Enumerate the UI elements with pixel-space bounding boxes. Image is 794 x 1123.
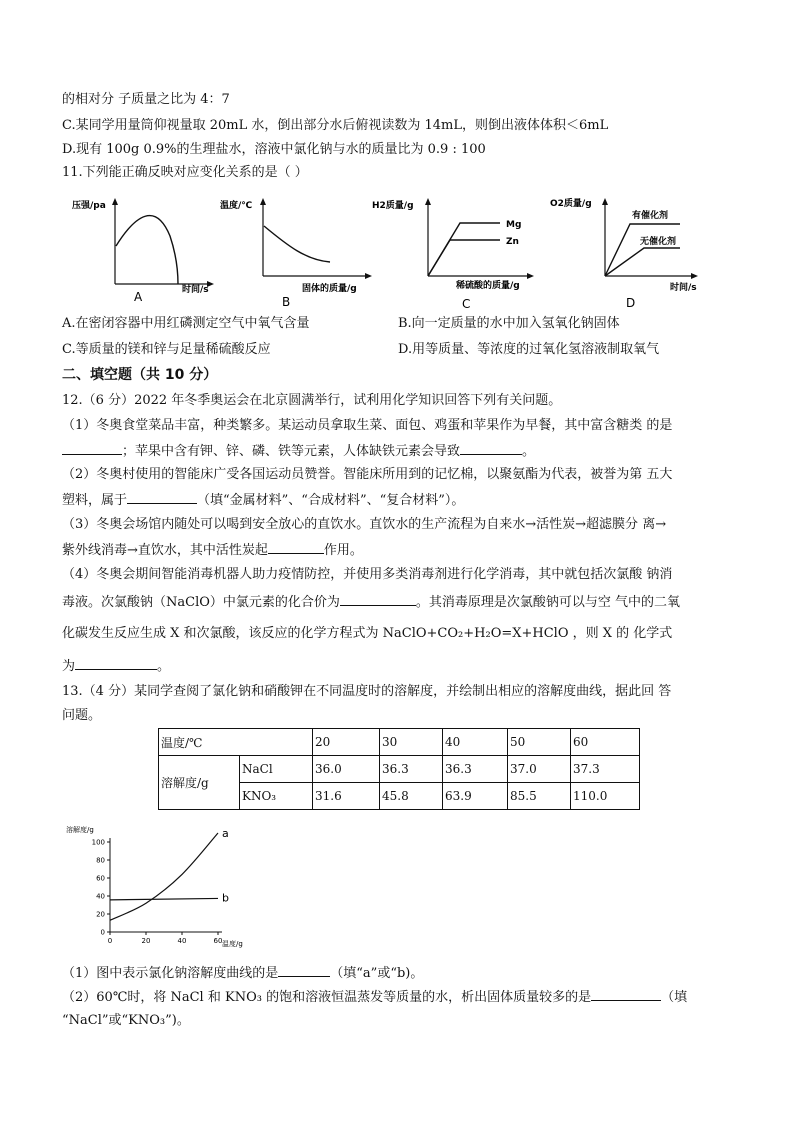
q12-part2-text: 塑料，属于 xyxy=(62,493,128,508)
q12-part2-end: （填“金属材料”、“合成材料”、“复合材料”）。 xyxy=(197,493,465,508)
table-cell: 60 xyxy=(571,729,640,756)
q12-part3: （3）冬奥会场馆内随处可以喝到安全放心的直饮水。直饮水的生产流程为自来水→活性炭→超滤膜分 离→ xyxy=(62,517,667,532)
q13-sub1-end: （填“a”或“b)。 xyxy=(330,966,424,981)
table-cell: 63.9 xyxy=(443,783,508,810)
answer-blank[interactable] xyxy=(62,443,122,455)
text-line: 的相对分 子质量之比为 4：7 xyxy=(62,92,230,107)
table-cell: 36.3 xyxy=(380,756,443,783)
q12-part4-line4 xyxy=(62,658,170,675)
chart-ylabel: 溶解度/g xyxy=(66,826,94,834)
q13-sub2 xyxy=(62,989,687,1006)
table-cell: 37.3 xyxy=(571,756,640,783)
graph-d-letter: D xyxy=(626,296,636,310)
q12-part4-text2: 。其消毒原理是次氯酸钠可以与空 气中的二氧 xyxy=(415,595,681,610)
q12-part1: （1）冬奥食堂菜品丰富，种类繁多。某运动员拿取生菜、面包、鸡蛋和苹果作为早餐，其中富含糖类 的是 xyxy=(62,418,673,433)
option-c: C.等质量的镁和锌与足量稀硫酸反应 xyxy=(62,342,271,357)
table-cell: 37.0 xyxy=(508,756,571,783)
chart-y-tick-label: 80 xyxy=(96,856,105,865)
solubility-chart xyxy=(62,822,262,952)
graph-c-letter: C xyxy=(462,297,471,311)
q12-part4: （4）冬奥会期间智能消毒机器人助力疫情防控，并使用多类消毒剂进行化学消毒，其中就包括次氯酸 钠消 xyxy=(62,567,673,582)
chart-x-tick-label: 40 xyxy=(177,937,187,945)
q12-part3-line2 xyxy=(62,542,363,559)
q12-part1-end: 。 xyxy=(522,444,536,459)
chart-x-tick-label: 20 xyxy=(141,937,151,945)
q13-sub1-text: （1）图中表示氯化钠溶解度曲线的是 xyxy=(62,966,279,981)
answer-blank[interactable] xyxy=(75,658,157,670)
graph-d-xlabel: 时间/s xyxy=(670,283,697,293)
q12-part4-line3: 化碳发生反应生成 X 和次氯酸，该反应的化学方程式为 NaClO+CO₂+H₂O=X+HClO ，则 X 的 化学式 xyxy=(62,626,673,641)
graph-c-zn-label: Zn xyxy=(506,237,519,247)
graph-c xyxy=(372,196,542,312)
chart-y-tick-label: 40 xyxy=(96,892,105,901)
graph-d-no-catalyst-label: 无催化剂 xyxy=(640,237,677,247)
table-cell: 50 xyxy=(508,729,571,756)
q13-sub2-text2: （填 xyxy=(661,990,688,1005)
q13-sub1 xyxy=(62,965,423,982)
answer-blank[interactable] xyxy=(460,443,522,455)
option-d-text: D.现有 100g 0.9%的生理盐水，溶液中氯化钠与水的质量比为 0.9 : 100 xyxy=(62,142,486,157)
graph-b-ylabel: 温度/℃ xyxy=(220,201,253,211)
graph-d-ylabel: O2质量/g xyxy=(550,199,592,209)
option-d: D.用等质量、等浓度的过氧化氢溶液制取氧气 xyxy=(398,342,660,357)
table-cell: 85.5 xyxy=(508,783,571,810)
series-b-label: b xyxy=(222,891,229,905)
q12-part2: （2）冬奥村使用的智能床广受各国运动员赞誉。智能床所用到的记忆棉，以聚氨酯为代表，被誉为第 五大 xyxy=(62,467,673,482)
q12-part3-end: 作用。 xyxy=(323,543,363,558)
graph-a-xlabel: 时间/s xyxy=(182,285,209,295)
chart-y-tick-label: 0 xyxy=(100,928,105,937)
table-cell: 30 xyxy=(380,729,443,756)
answer-blank[interactable] xyxy=(127,492,197,504)
q12-part3-text: 紫外线消毒→直饮水，其中活性炭起 xyxy=(62,543,268,558)
q12-part4-prefix: 为 xyxy=(62,659,76,674)
q12-part1-text: ；苹果中含有钾、锌、磷、铁等元素，人体缺铁元素会导致 xyxy=(122,444,461,459)
table-cell: 36.3 xyxy=(443,756,508,783)
graph-c-mg-label: Mg xyxy=(506,220,522,230)
table-cell: 40 xyxy=(443,729,508,756)
graph-a-letter: A xyxy=(134,290,143,304)
table-cell: 溶解度/g xyxy=(159,756,240,810)
option-c-text: C.某同学用量筒仰视量取 20mL 水，倒出部分水后俯视读数为 14mL，则倒出液体体积＜6mL xyxy=(62,118,609,133)
table-row xyxy=(159,729,640,756)
question-11: 11.下列能正确反映对应变化关系的是（ ） xyxy=(62,165,308,180)
option-b: B.向一定质量的水中加入氢氧化钠固体 xyxy=(398,316,620,331)
chart-y-tick-label: 100 xyxy=(91,838,105,847)
answer-blank[interactable] xyxy=(340,594,416,606)
q13-sub2-line2: “NaCl”或“KNO₃”)。 xyxy=(62,1013,190,1028)
option-a: A.在密闭容器中用红磷测定空气中氧气含量 xyxy=(62,316,310,331)
table-cell: KNO₃ xyxy=(240,783,313,810)
q12-part4-text: 毒液。次氯酸钠（NaClO）中氯元素的化合价为 xyxy=(62,595,340,610)
q12-part4-end: 。 xyxy=(157,659,171,674)
graph-d-catalyst-label: 有催化剂 xyxy=(632,211,669,221)
answer-blank[interactable] xyxy=(268,542,324,554)
graph-a xyxy=(70,196,220,308)
series-b-line xyxy=(110,898,218,899)
table-cell: 110.0 xyxy=(571,783,640,810)
series-a-label: a xyxy=(222,827,229,840)
table-cell: 20 xyxy=(313,729,380,756)
chart-xlabel: 温度/g xyxy=(222,940,243,948)
graph-c-xlabel: 稀硫酸的质量/g xyxy=(456,281,520,291)
graph-b-xlabel: 固体的质量/g xyxy=(302,284,357,294)
table-row xyxy=(159,756,640,783)
graph-b-letter: B xyxy=(282,295,291,309)
table-cell: NaCl xyxy=(240,756,313,783)
graph-d xyxy=(548,196,718,310)
table-cell: 45.8 xyxy=(380,783,443,810)
q12-part4-line2 xyxy=(62,594,680,611)
graph-b xyxy=(218,196,378,308)
question-13-head: 13.（4 分）某同学查阅了氯化钠和硝酸钾在不同温度时的溶解度，并绘制出相应的溶解度曲线，据此回 答 xyxy=(62,684,672,699)
chart-x-tick-label: 60 xyxy=(213,937,223,945)
question-13-head2: 问题。 xyxy=(62,708,102,723)
solubility-table xyxy=(158,728,640,810)
section-title: 二、填空题（共 10 分） xyxy=(62,367,218,383)
q12-part1-line2 xyxy=(62,443,535,460)
table-cell: 36.0 xyxy=(313,756,380,783)
q12-part2-line2 xyxy=(62,492,464,509)
graph-a-ylabel: 压强/pa xyxy=(72,201,106,211)
chart-y-tick-label: 20 xyxy=(96,910,105,919)
q13-sub2-text: （2）60℃时，将 NaCl 和 KNO₃ 的饱和溶液恒温蒸发等质量的水，析出固体质量较多的是 xyxy=(62,990,592,1005)
question-12-head: 12.（6 分）2022 年冬季奥运会在北京圆满举行，试利用化学知识回答下列有关问题。 xyxy=(62,393,562,408)
chart-y-tick-label: 60 xyxy=(96,874,105,883)
series-a-line xyxy=(110,833,218,920)
graph-c-ylabel: H2质量/g xyxy=(372,201,414,211)
chart-x-tick-label: 0 xyxy=(107,937,113,945)
answer-blank[interactable] xyxy=(278,965,330,977)
table-cell: 31.6 xyxy=(313,783,380,810)
table-cell: 温度/℃ xyxy=(159,729,313,756)
answer-blank[interactable] xyxy=(591,989,661,1001)
